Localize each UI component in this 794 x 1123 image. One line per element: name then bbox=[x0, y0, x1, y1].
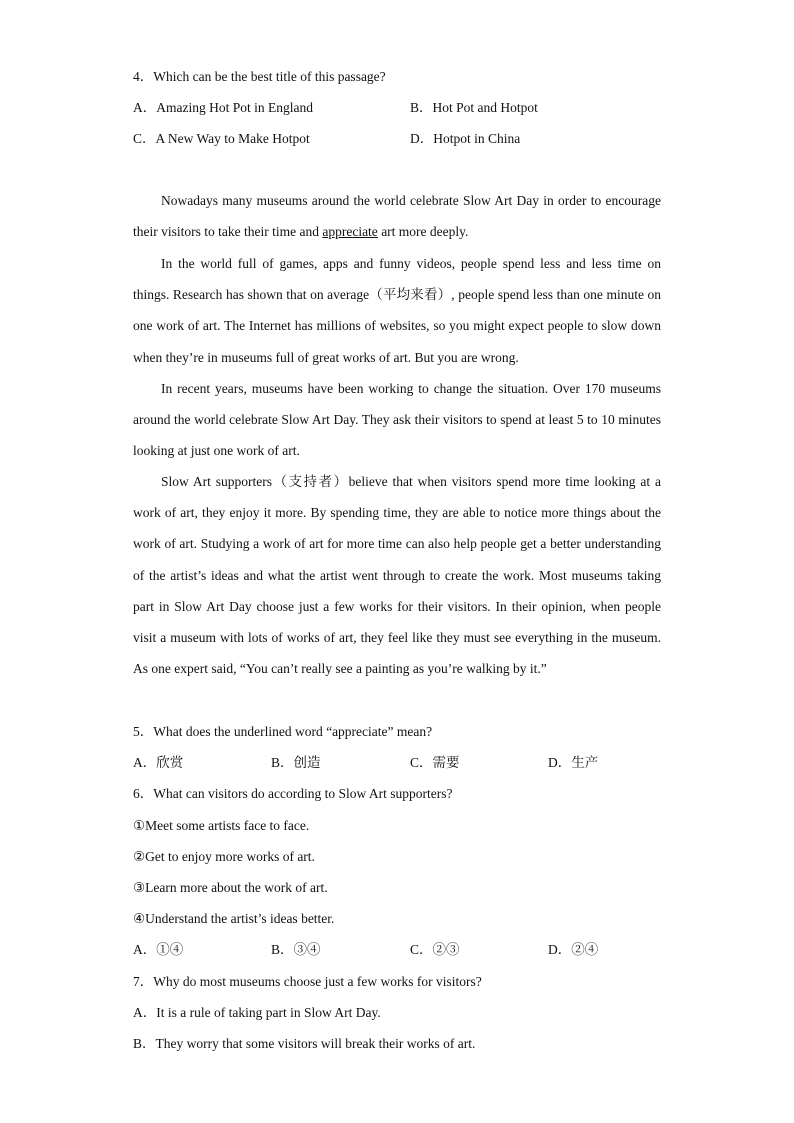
q4-option-b: B．Hot Pot and Hotpot bbox=[410, 100, 538, 115]
q4-option-d: D．Hotpot in China bbox=[410, 131, 521, 146]
q5-option-c: C．需要 bbox=[410, 755, 460, 770]
q6-option-b: B．③④ bbox=[271, 942, 321, 957]
q6-stem: 6．What can visitors do according to Slow Art supporters? bbox=[133, 786, 453, 801]
q6-item-3: ③Learn more about the work of art. bbox=[133, 880, 328, 895]
passage-paragraph-1: Nowadays many museums around the world celebrate Slow Art Day in order to encourage their visitors to take their time and appreciate art more deeply. bbox=[133, 193, 661, 240]
q6-option-d: D．②④ bbox=[548, 942, 599, 957]
q4-option-c: C．A New Way to Make Hotpot bbox=[133, 131, 310, 146]
q6-item-4: ④Understand the artist’s ideas better. bbox=[133, 911, 335, 926]
underlined-word: appreciate bbox=[322, 224, 378, 240]
q7-stem: 7．Why do most museums choose just a few works for visitors? bbox=[133, 974, 482, 989]
q6-option-a: A．①④ bbox=[133, 942, 184, 957]
passage-paragraph-3: In recent years, museums have been working to change the situation. Over 170 museums around the world celebrate Slow Art Day. They ask their visitors to spend at least 5 to 10 minutes looking at just one work of art. bbox=[133, 381, 661, 459]
q5-option-a: A．欣赏 bbox=[133, 755, 184, 770]
q5-option-d: D．生产 bbox=[548, 755, 599, 770]
q6-item-1: ①Meet some artists face to face. bbox=[133, 818, 310, 833]
passage-paragraph-2: In the world full of games, apps and funny videos, people spend less and less time on things. Research has shown that on average（平均来看）, people spend less than one minute on one work of art. The Internet has millions of websites, so you might expect people to slow down when they’re in museums full of great works of art. But you are wrong. bbox=[133, 256, 661, 365]
q6-option-c: C．②③ bbox=[410, 942, 460, 957]
q7-option-a: A．It is a rule of taking part in Slow Art Day. bbox=[133, 1005, 381, 1020]
q5-option-b: B．创造 bbox=[271, 755, 321, 770]
q6-item-2: ②Get to enjoy more works of art. bbox=[133, 849, 315, 864]
q5-stem: 5．What does the underlined word “appreciate” mean? bbox=[133, 724, 433, 739]
q7-option-b: B．They worry that some visitors will break their works of art. bbox=[133, 1036, 476, 1051]
passage-paragraph-4: Slow Art supporters（支持者）believe that when visitors spend more time looking at a work of art, they enjoy it more. By spending time, they are able to notice more things about the work of art. Studying a work of art for more time can also help people get a better understanding of the artist’s ideas and what the artist went through to create the work. Most museums taking part in Slow Art Day choose just a few works for their visitors. In their opinion, when people visit a museum with lots of works of art, they feel like they must see everything in the museum. As one expert said, “You can’t really see a painting as you’re walking by it.” bbox=[133, 474, 661, 677]
q4-stem: 4．Which can be the best title of this passage? bbox=[133, 69, 386, 84]
q4-option-a: A．Amazing Hot Pot in England bbox=[133, 100, 313, 115]
